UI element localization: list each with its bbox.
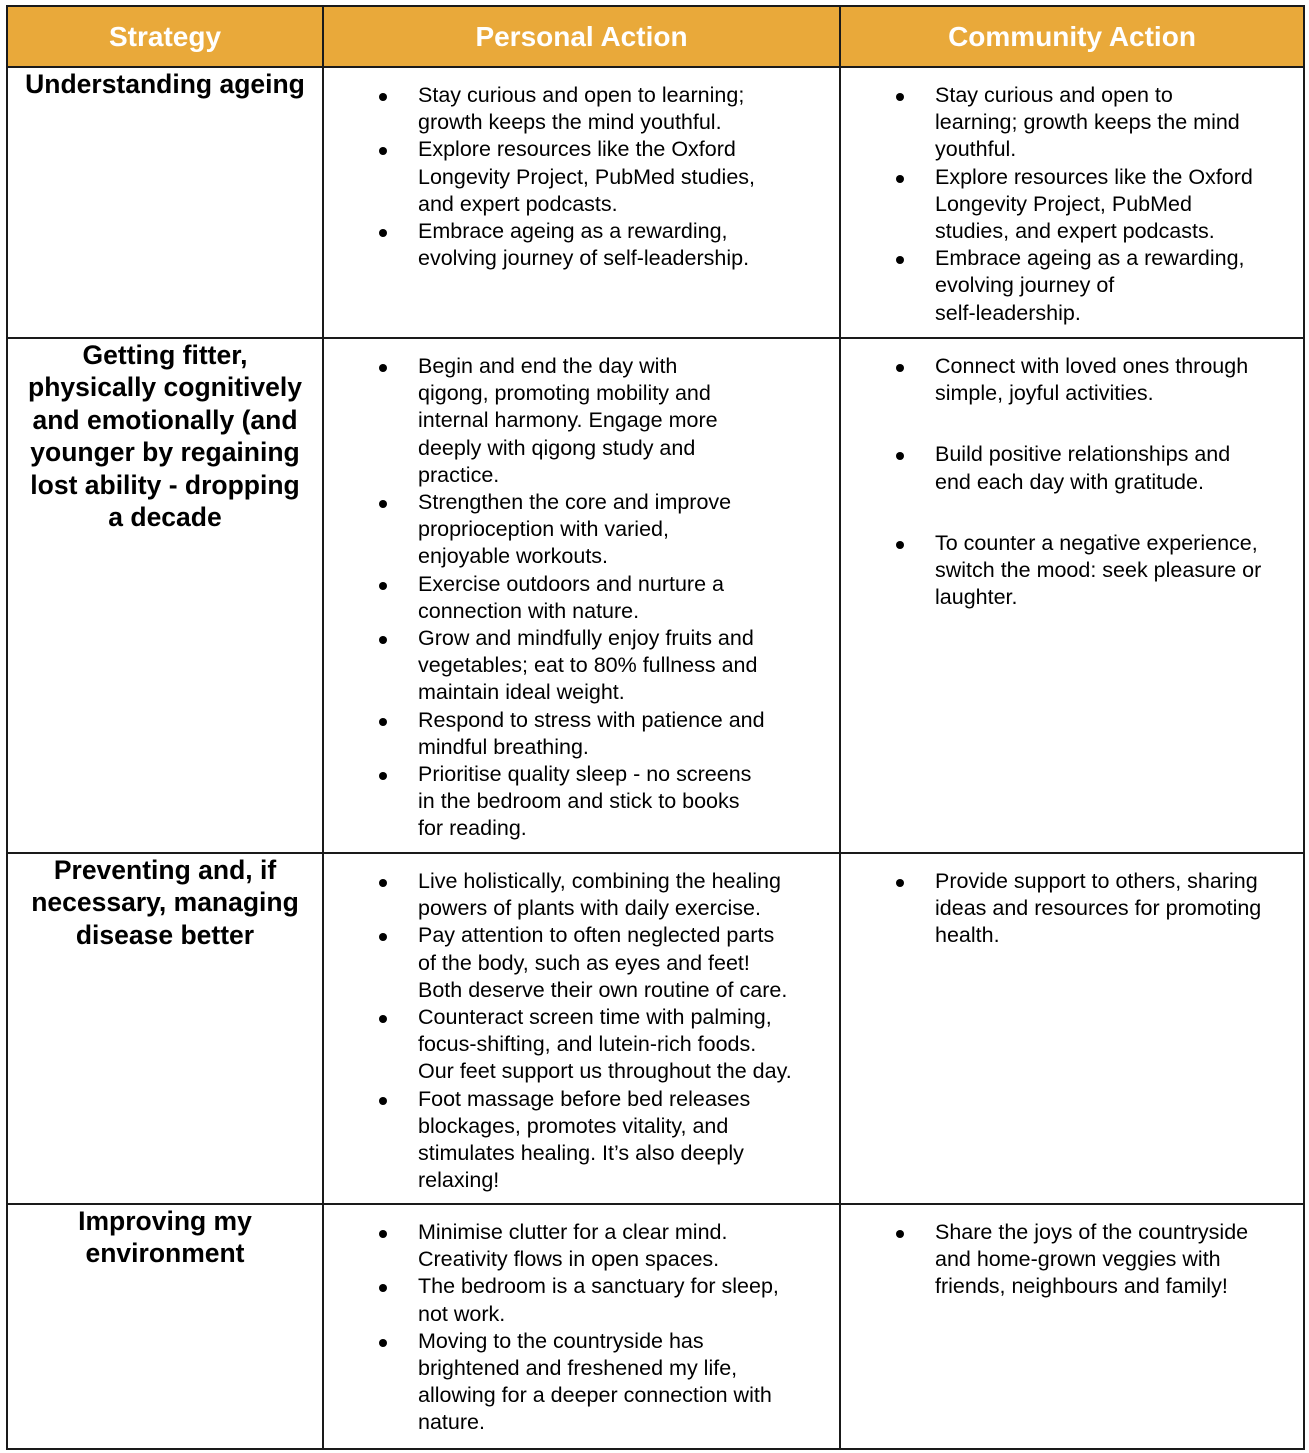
community-action-list	[841, 854, 1303, 950]
list-item	[324, 922, 825, 1004]
bullet-dot	[379, 93, 387, 101]
bullet-dot	[379, 1284, 387, 1292]
list-item-text: Provide support to others, sharing ideas and resources for promoting health.	[935, 869, 1262, 948]
list-item-text: Prioritise quality sleep - no screens in the bedroom and stick to books for reading.	[418, 762, 752, 841]
bullet-dot	[896, 175, 904, 183]
header-community-action: Community Action	[840, 6, 1304, 67]
list-item	[324, 707, 825, 761]
list-item-text: Respond to stress with patience and mindful breathing.	[418, 707, 765, 759]
list-item	[841, 530, 1289, 612]
bullet-dot	[896, 93, 904, 101]
list-item	[324, 761, 825, 843]
bullet-dot	[379, 636, 387, 644]
strategy-cell	[7, 1204, 323, 1449]
strategy-label: Getting fitter, physically cognitively and emotionally (and younger by regaining lost ability - dropping a decade	[28, 340, 302, 533]
personal-action-cell	[323, 338, 840, 853]
list-item	[324, 868, 825, 922]
list-item	[324, 82, 825, 136]
list-item-text: Moving to the countryside has brightened and freshened my life, allowing for a deeper connection with nature.	[418, 1328, 772, 1435]
list-item-text: Pay attention to often neglected parts of the body, such as eyes and feet! Both deserve their own routine of care.	[418, 923, 788, 1002]
list-item-text: Counteract screen time with palming, focus-shifting, and lutein-rich foods. Our feet support us throughout the day.	[418, 1005, 792, 1084]
list-item	[324, 571, 825, 625]
bullet-dot	[896, 364, 904, 372]
list-item	[841, 245, 1289, 327]
strategy-label: Improving my environment	[78, 1206, 252, 1269]
bullet-dot	[896, 541, 904, 549]
table-row	[7, 67, 1304, 338]
personal-action-list	[324, 854, 839, 1194]
list-item	[324, 625, 825, 707]
list-item-text: Explore resources like the Oxford Longevity Project, PubMed studies, and expert podcasts.	[418, 137, 756, 216]
list-item	[841, 1219, 1289, 1301]
bullet-dot	[379, 879, 387, 887]
list-item	[324, 489, 825, 571]
strategy-cell	[7, 853, 323, 1204]
list-item	[841, 353, 1289, 407]
list-item	[841, 164, 1289, 246]
community-action-list	[841, 1205, 1303, 1301]
bullet-dot	[379, 364, 387, 372]
community-action-cell	[840, 338, 1304, 853]
personal-action-cell	[323, 1204, 840, 1449]
list-item-text: Grow and mindfully enjoy fruits and vegetables; eat to 80% fullness and maintain ideal weight.	[418, 626, 758, 705]
strategy-label: Understanding ageing	[25, 69, 305, 99]
community-action-cell	[840, 1204, 1304, 1449]
list-item-text: Embrace ageing as a rewarding, evolving journey of self-leadership.	[935, 246, 1245, 325]
list-item-text: Strengthen the core and improve proprioception with varied, enjoyable workouts.	[418, 490, 732, 569]
strategy-table	[6, 5, 1305, 1450]
list-item-text: Foot massage before bed releases blockages, promotes vitality, and stimulates healing. It’s also deeply relaxing!	[418, 1086, 751, 1193]
community-action-list	[841, 68, 1303, 327]
strategy-label: Preventing and, if necessary, managing disease better	[31, 855, 299, 950]
bullet-dot	[896, 1230, 904, 1238]
list-item-text: The bedroom is a sanctuary for sleep, not work.	[418, 1274, 779, 1326]
table-row	[7, 1204, 1304, 1449]
community-action-cell	[840, 853, 1304, 1204]
bullet-dot	[379, 772, 387, 780]
table-row	[7, 338, 1304, 853]
bullet-dot	[379, 582, 387, 590]
list-item	[841, 82, 1289, 164]
list-item	[324, 136, 825, 218]
list-item-text: Embrace ageing as a rewarding, evolving journey of self-leadership.	[418, 219, 750, 271]
header-personal-action: Personal Action	[323, 6, 840, 67]
bullet-dot	[379, 500, 387, 508]
list-item-text: Begin and end the day with qigong, promoting mobility and internal harmony. Engage more deeply with qigong study and practice.	[418, 354, 718, 487]
list-item	[324, 1328, 825, 1437]
header-row	[7, 6, 1304, 67]
list-item-text: Stay curious and open to learning; growth keeps the mind youthful.	[418, 83, 745, 135]
bullet-dot	[379, 229, 387, 237]
bullet-dot	[379, 1339, 387, 1347]
list-item-text: Connect with loved ones through simple, joyful activities.	[935, 354, 1249, 406]
bullet-dot	[379, 147, 387, 155]
table-row	[7, 853, 1304, 1204]
personal-action-cell	[323, 67, 840, 338]
list-item	[324, 1219, 825, 1273]
bullet-dot	[896, 879, 904, 887]
strategy-cell	[7, 338, 323, 853]
personal-action-list	[324, 68, 839, 272]
bullet-dot	[379, 933, 387, 941]
bullet-dot	[896, 256, 904, 264]
list-item-text: To counter a negative experience, switch the mood: seek pleasure or laughter.	[935, 530, 1262, 610]
list-item-text: Exercise outdoors and nurture a connection with nature.	[418, 571, 724, 623]
bullet-dot	[379, 1097, 387, 1105]
list-item	[324, 1004, 825, 1086]
community-action-cell	[840, 67, 1304, 338]
list-item-text: Build positive relationships and end each day with gratitude.	[935, 442, 1231, 494]
list-item-text: Explore resources like the Oxford Longevity Project, PubMed studies, and expert podcasts.	[935, 164, 1253, 244]
header-strategy: Strategy	[7, 6, 323, 67]
list-item	[324, 1273, 825, 1327]
personal-action-cell	[323, 853, 840, 1204]
list-item-text: Minimise clutter for a clear mind. Creativity flows in open spaces.	[418, 1220, 728, 1272]
list-item-text: Stay curious and open to learning; growth keeps the mind youthful.	[935, 83, 1240, 162]
personal-action-list	[324, 1205, 839, 1437]
list-item	[841, 441, 1289, 495]
list-item-text: Share the joys of the countryside and home-grown veggies with friends, neighbours and family!	[935, 1220, 1249, 1299]
bullet-dot	[379, 1230, 387, 1238]
bullet-dot	[896, 452, 904, 460]
list-item	[841, 868, 1289, 950]
bullet-dot	[379, 718, 387, 726]
personal-action-list	[324, 339, 839, 843]
list-item-text: Live holistically, combining the healing powers of plants with daily exercise.	[418, 869, 781, 921]
bullet-dot	[379, 1015, 387, 1023]
community-action-list	[841, 339, 1303, 611]
list-item	[324, 1086, 825, 1195]
list-item	[324, 353, 825, 489]
strategy-cell	[7, 67, 323, 338]
list-item	[324, 218, 825, 272]
